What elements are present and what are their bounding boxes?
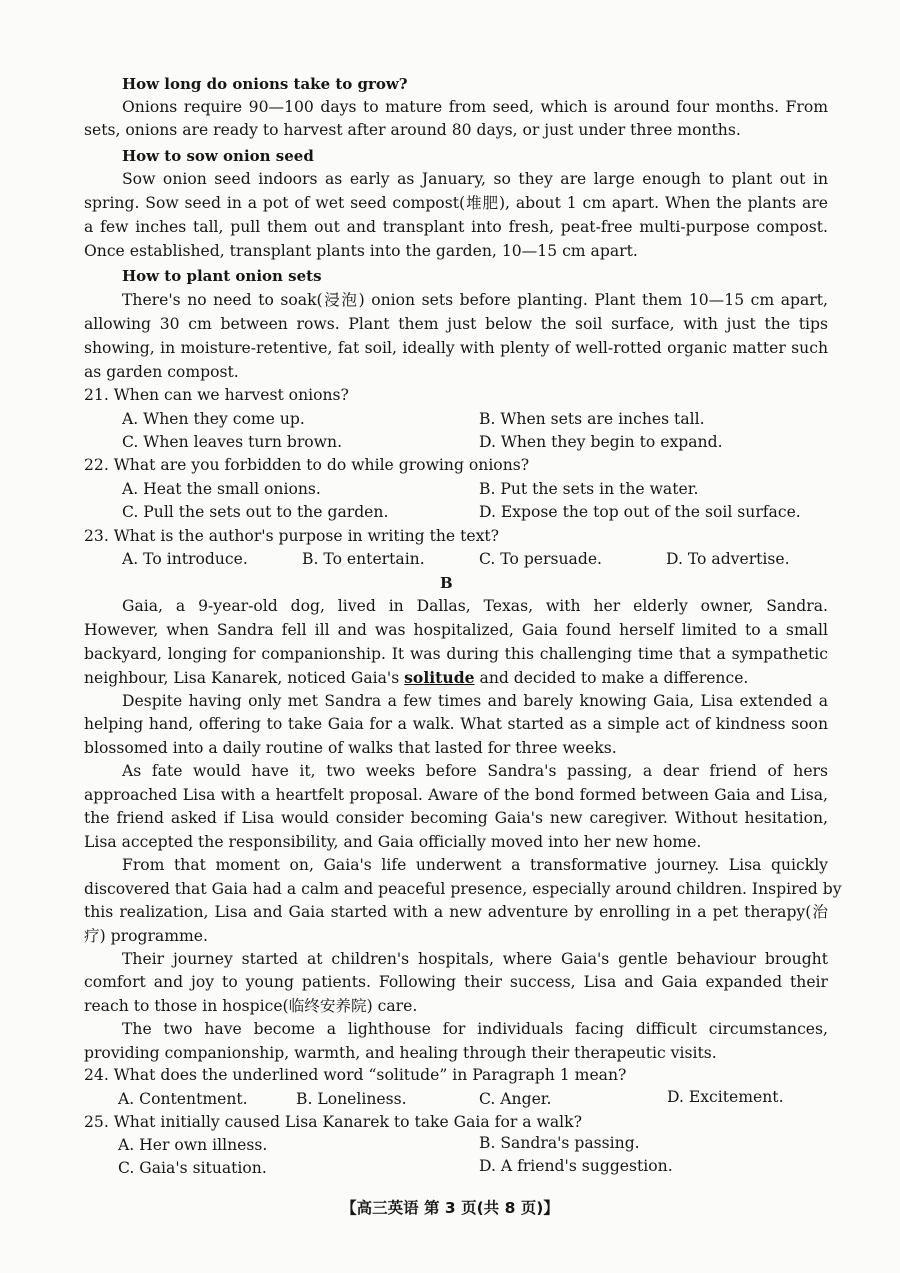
q24-option-b: B. Loneliness. — [296, 1090, 407, 1108]
text-line: Onions require 90—100 days to mature from seed, which is around four months. From — [122, 98, 828, 116]
q23-option-d: D. To advertise. — [666, 550, 790, 568]
text-line: blossomed into a daily routine of walks that lasted for three weeks. — [84, 739, 617, 757]
q22-option-b: B. Put the sets in the water. — [479, 480, 699, 498]
text-line: There's no need to soak(浸泡) onion sets before planting. Plant them 10—15 cm apart, — [122, 291, 828, 309]
text-line: as garden compost. — [84, 363, 239, 381]
text-line: 疗) programme. — [84, 927, 208, 945]
heading-plant-sets: How to plant onion sets — [122, 267, 322, 285]
q25-option-a: A. Her own illness. — [118, 1136, 268, 1154]
q21-option-c: C. When leaves turn brown. — [122, 433, 343, 451]
text-line: allowing 30 cm between rows. Plant them just below the soil surface, with just the tips — [84, 315, 828, 333]
q21-option-b: B. When sets are inches tall. — [479, 410, 705, 428]
text-line: backyard, longing for companionship. It was during this challenging time that a sympathetic — [84, 645, 828, 663]
text-segment: and decided to make a difference. — [474, 669, 749, 687]
q25-option-d: D. A friend's suggestion. — [479, 1157, 673, 1175]
text-line: helping hand, offering to take Gaia for a walk. What started as a simple act of kindness soon — [84, 715, 828, 733]
text-line: comfort and joy to young patients. Following their success, Lisa and Gaia expanded their — [84, 973, 828, 991]
text-line: The two have become a lighthouse for individuals facing difficult circumstances, — [122, 1020, 828, 1038]
q23-option-c: C. To persuade. — [479, 550, 602, 568]
text-line: spring. Sow seed in a pot of wet seed compost(堆肥), about 1 cm apart. When the plants are — [84, 194, 828, 212]
underlined-word-solitude: solitude — [404, 668, 475, 687]
question-25-stem: 25. What initially caused Lisa Kanarek to take Gaia for a walk? — [84, 1113, 582, 1131]
question-23-stem: 23. What is the author's purpose in writing the text? — [84, 527, 499, 545]
text-line: Gaia, a 9-year-old dog, lived in Dallas, Texas, with her elderly owner, Sandra. — [122, 597, 828, 615]
q25-option-b: B. Sandra's passing. — [479, 1134, 640, 1152]
q22-option-c: C. Pull the sets out to the garden. — [122, 503, 389, 521]
text-line: discovered that Gaia had a calm and peaceful presence, especially around children. Inspired by — [84, 880, 842, 898]
q23-option-a: A. To introduce. — [122, 550, 248, 568]
q24-option-d: D. Excitement. — [667, 1088, 784, 1106]
text-line: a few inches tall, pull them out and transplant into fresh, peat-free multi-purpose compost. — [84, 218, 828, 236]
q25-option-c: C. Gaia's situation. — [118, 1159, 267, 1177]
question-24-stem: 24. What does the underlined word “solitude” in Paragraph 1 mean? — [84, 1066, 627, 1084]
text-line: showing, in moisture-retentive, fat soil, ideally with plenty of well-rotted organic matter such — [84, 339, 828, 357]
text-line: However, when Sandra fell ill and was hospitalized, Gaia found herself limited to a small — [84, 621, 828, 639]
text-line: As fate would have it, two weeks before Sandra's passing, a dear friend of hers — [122, 762, 828, 780]
q22-option-a: A. Heat the small onions. — [122, 480, 321, 498]
text-line: reach to those in hospice(临终安养院) care. — [84, 997, 418, 1015]
text-line: Their journey started at children's hospitals, where Gaia's gentle behaviour brought — [122, 950, 828, 968]
heading-sow-seed: How to sow onion seed — [122, 147, 314, 165]
text-line: approached Lisa with a heartfelt proposal. Aware of the bond formed between Gaia and Lisa, — [84, 786, 828, 804]
q21-option-a: A. When they come up. — [122, 410, 305, 428]
text-line: From that moment on, Gaia's life underwent a transformative journey. Lisa quickly — [122, 856, 828, 874]
text-line: sets, onions are ready to harvest after around 80 days, or just under three months. — [84, 121, 741, 139]
text-line: Sow onion seed indoors as early as January, so they are large enough to plant out in — [122, 170, 828, 188]
q23-option-b: B. To entertain. — [302, 550, 425, 568]
page-footer: 【高三英语 第 3 页(共 8 页)】 — [341, 1199, 559, 1217]
q24-option-a: A. Contentment. — [118, 1090, 248, 1108]
text-line: Once established, transplant plants into the garden, 10—15 cm apart. — [84, 242, 638, 260]
section-b-heading: B — [440, 574, 453, 592]
q22-option-d: D. Expose the top out of the soil surface. — [479, 503, 801, 521]
q21-option-d: D. When they begin to expand. — [479, 433, 723, 451]
text-line: providing companionship, warmth, and healing through their therapeutic visits. — [84, 1044, 717, 1062]
text-line: this realization, Lisa and Gaia started with a new adventure by enrolling in a pet therapy(治 — [84, 903, 828, 921]
text-segment: neighbour, Lisa Kanarek, noticed Gaia's — [84, 669, 405, 687]
text-line: the friend asked if Lisa would consider becoming Gaia's new caregiver. Without hesitation, — [84, 809, 828, 827]
text-line-solitude — [84, 666, 748, 690]
question-22-stem: 22. What are you forbidden to do while growing onions? — [84, 456, 530, 474]
q24-option-c: C. Anger. — [479, 1090, 552, 1108]
heading-grow-time: How long do onions take to grow? — [122, 75, 408, 93]
text-line: Despite having only met Sandra a few times and barely knowing Gaia, Lisa extended a — [122, 692, 828, 710]
question-21-stem: 21. When can we harvest onions? — [84, 386, 349, 404]
text-line: Lisa accepted the responsibility, and Gaia officially moved into her new home. — [84, 833, 702, 851]
